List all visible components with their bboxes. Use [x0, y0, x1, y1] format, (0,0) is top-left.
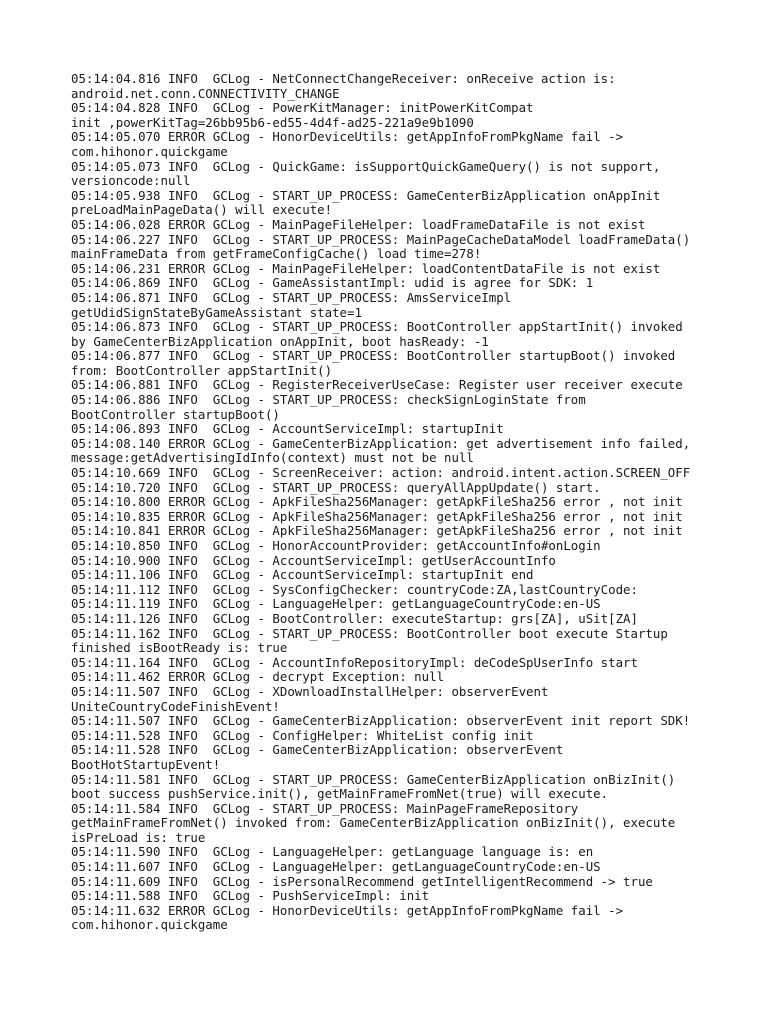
log-line: 05:14:10.850 INFO GCLog - HonorAccountProvider: getAccountInfo#onLogin	[71, 538, 601, 553]
log-line: 05:14:11.462 ERROR GCLog - decrypt Exception: null	[71, 669, 444, 685]
log-line: init ,powerKitTag=26bb95b6-ed55-4d4f-ad25-221a9e9b1090	[71, 114, 474, 130]
log-line: 05:14:05.073 INFO GCLog - QuickGame: isSupportQuickGameQuery() is not support,	[71, 158, 661, 174]
log-line: 05:14:11.507 INFO GCLog - GameCenterBizApplication: observerEvent init report SDK!	[71, 713, 691, 729]
log-line: 05:14:05.938 INFO GCLog - START_UP_PROCESS: GameCenterBizApplication onAppInit	[71, 187, 661, 203]
log-line: 05:14:11.584 INFO GCLog - START_UP_PROCESS: MainPageFrameRepository	[71, 800, 579, 816]
log-line: 05:14:11.528 INFO GCLog - GameCenterBizApplication: observerEvent	[71, 742, 564, 758]
log-line: 05:14:06.886 INFO GCLog - START_UP_PROCESS: checkSignLoginState from	[71, 392, 586, 408]
log-line: 05:14:04.816 INFO GCLog - NetConnectChangeReceiver: onReceive action is:	[71, 71, 616, 86]
log-line: android.net.conn.CONNECTIVITY_CHANGE	[71, 85, 340, 101]
log-line: 05:14:11.632 ERROR GCLog - HonorDeviceUtils: getAppInfoFromPkgName fail ->	[71, 902, 624, 918]
log-line: 05:14:04.828 INFO GCLog - PowerKitManager: initPowerKitCompat	[71, 100, 534, 116]
log-line: 05:14:06.028 ERROR GCLog - MainPageFileHelper: loadFrameDataFile is not exist	[71, 216, 646, 232]
log-line: 05:14:10.800 ERROR GCLog - ApkFileSha256Manager: getApkFileSha256 error , not init	[71, 494, 683, 510]
log-line: preLoadMainPageData() will execute!	[71, 202, 333, 218]
log-line: BootController startupBoot()	[71, 406, 280, 422]
log-line: com.hihonor.quickgame	[71, 143, 228, 159]
log-line: 05:14:06.869 INFO GCLog - GameAssistantImpl: udid is agree for SDK: 1	[71, 275, 594, 291]
log-line: 05:14:08.140 ERROR GCLog - GameCenterBizApplication: get advertisement info failed,	[71, 435, 691, 451]
log-line: 05:14:11.112 INFO GCLog - SysConfigChecker: countryCode:ZA,lastCountryCode:	[71, 581, 638, 597]
log-line: com.hihonor.quickgame	[71, 917, 228, 933]
log-line: 05:14:06.231 ERROR GCLog - MainPageFileHelper: loadContentDataFile is not exist	[71, 260, 661, 276]
log-line: getMainFrameFromNet() invoked from: GameCenterBizApplication onBizInit(), execute	[71, 815, 676, 831]
log-line: 05:14:11.581 INFO GCLog - START_UP_PROCESS: GameCenterBizApplication onBizInit()	[71, 771, 676, 787]
log-line: boot success pushService.init(), getMainFrameFromNet(true) will execute.	[71, 786, 609, 802]
log-line: 05:14:05.070 ERROR GCLog - HonorDeviceUtils: getAppInfoFromPkgName fail ->	[71, 129, 624, 145]
log-line: 05:14:11.607 INFO GCLog - LanguageHelper: getLanguageCountryCode:en-US	[71, 859, 601, 875]
log-line: 05:14:10.669 INFO GCLog - ScreenReceiver: action: android.intent.action.SCREEN_OFF	[71, 465, 691, 481]
log-line: 05:14:06.871 INFO GCLog - START_UP_PROCESS: AmsServiceImpl	[71, 289, 512, 305]
log-line: from: BootController appStartInit()	[71, 362, 333, 378]
log-line: 05:14:11.119 INFO GCLog - LanguageHelper: getLanguageCountryCode:en-US	[71, 596, 601, 612]
log-line: 05:14:11.609 INFO GCLog - isPersonalRecommend getIntelligentRecommend -> true	[71, 873, 653, 889]
log-line: 05:14:06.227 INFO GCLog - START_UP_PROCESS: MainPageCacheDataModel loadFrameData()	[71, 231, 691, 247]
log-line: message:getAdvertisingIdInfo(context) must not be null	[71, 450, 474, 466]
log-line: finished isBootReady is: true	[71, 640, 288, 656]
log-line: 05:14:11.528 INFO GCLog - ConfigHelper: WhiteList config init	[71, 727, 534, 743]
log-line: 05:14:11.162 INFO GCLog - START_UP_PROCESS: BootController boot execute Startup	[71, 625, 668, 641]
log-line: 05:14:10.841 ERROR GCLog - ApkFileSha256Manager: getApkFileSha256 error , not init	[71, 523, 683, 539]
log-line: 05:14:10.720 INFO GCLog - START_UP_PROCESS: queryAllAppUpdate() start.	[71, 479, 601, 495]
log-line: isPreLoad is: true	[71, 829, 206, 845]
log-line: 05:14:11.164 INFO GCLog - AccountInfoRepositoryImpl: deCodeSpUserInfo start	[71, 654, 638, 670]
log-line: UniteCountryCodeFinishEvent!	[71, 698, 280, 714]
log-line: 05:14:06.881 INFO GCLog - RegisterReceiverUseCase: Register user receiver execute	[71, 377, 683, 393]
log-line: 05:14:11.126 INFO GCLog - BootController: executeStartup: grs[ZA], uSit[ZA]	[71, 610, 638, 626]
log-line: 05:14:06.893 INFO GCLog - AccountServiceImpl: startupInit	[71, 421, 504, 437]
log-line: 05:14:10.835 ERROR GCLog - ApkFileSha256Manager: getApkFileSha256 error , not init	[71, 508, 683, 524]
log-line: getUdidSignStateByGameAssistant state=1	[71, 304, 362, 320]
log-line: BootHotStartupEvent!	[71, 756, 221, 772]
log-line: 05:14:06.877 INFO GCLog - START_UP_PROCESS: BootController startupBoot() invoked	[71, 348, 676, 364]
log-line: mainFrameData from getFrameConfigCache() load time=278!	[71, 246, 482, 262]
log-line: 05:14:10.900 INFO GCLog - AccountServiceImpl: getUserAccountInfo	[71, 552, 556, 568]
log-line: 05:14:11.590 INFO GCLog - LanguageHelper: getLanguage language is: en	[71, 844, 594, 860]
log-line: versioncode:null	[71, 173, 191, 189]
log-document	[71, 72, 731, 933]
log-line: 05:14:06.873 INFO GCLog - START_UP_PROCESS: BootController appStartInit() invoked	[71, 319, 683, 335]
log-line: 05:14:11.106 INFO GCLog - AccountServiceImpl: startupInit end	[71, 567, 534, 583]
log-line: 05:14:11.507 INFO GCLog - XDownloadInstallHelper: observerEvent	[71, 683, 549, 699]
log-line: 05:14:11.588 INFO GCLog - PushServiceImpl: init	[71, 888, 430, 904]
log-line: by GameCenterBizApplication onAppInit, boot hasReady: -1	[71, 333, 489, 349]
